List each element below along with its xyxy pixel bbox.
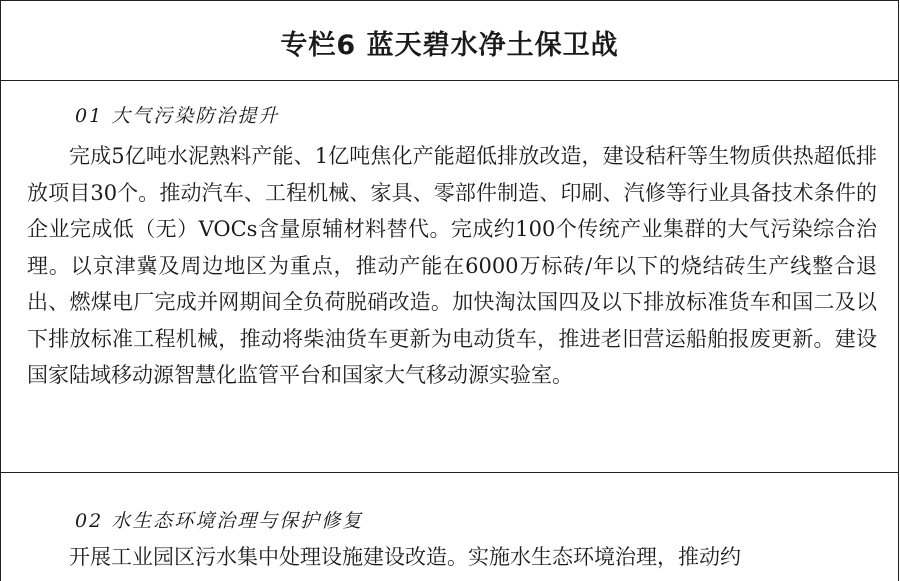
section-body: 完成5亿吨水泥熟料产能、1亿吨焦化产能超低排放改造，建设秸秆等生物质供热超低排放项目30个。推动汽车、工程机械、家具、零部件制造、印刷、汽修等行业具备技术条件的企业完成低（无）VOCs含量原辅材料替代。完成约100个传统产业集群的大气污染综合治理。以京津冀及周边地区为重点，推动产能在6000万标砖/年以下的烧结砖生产线整合退出、燃煤电厂完成并网期间全负荷脱硝改造。加快淘汰国四及以下排放标准货车和国二及以下排放标准工程机械，推动将柴油货车更新为电动货车，推进老旧营运船舶报废更新。建设国家陆域移动源智慧化监管平台和国家大气移动源实验室。 [27,144,877,387]
section-body: 开展工业园区污水集中处理设施建设改造。实施水生态环境治理，推动约 [69,545,741,569]
section-air-pollution [1,81,898,473]
box-title-bar [1,0,898,81]
section-water-ecology [1,473,898,581]
section-heading: 01 大气污染防治提升 [75,105,280,127]
section-heading: 02 水生态环境治理与保护修复 [75,510,364,532]
box-title: 专栏6 蓝天碧水净土保卫战 [280,30,619,61]
